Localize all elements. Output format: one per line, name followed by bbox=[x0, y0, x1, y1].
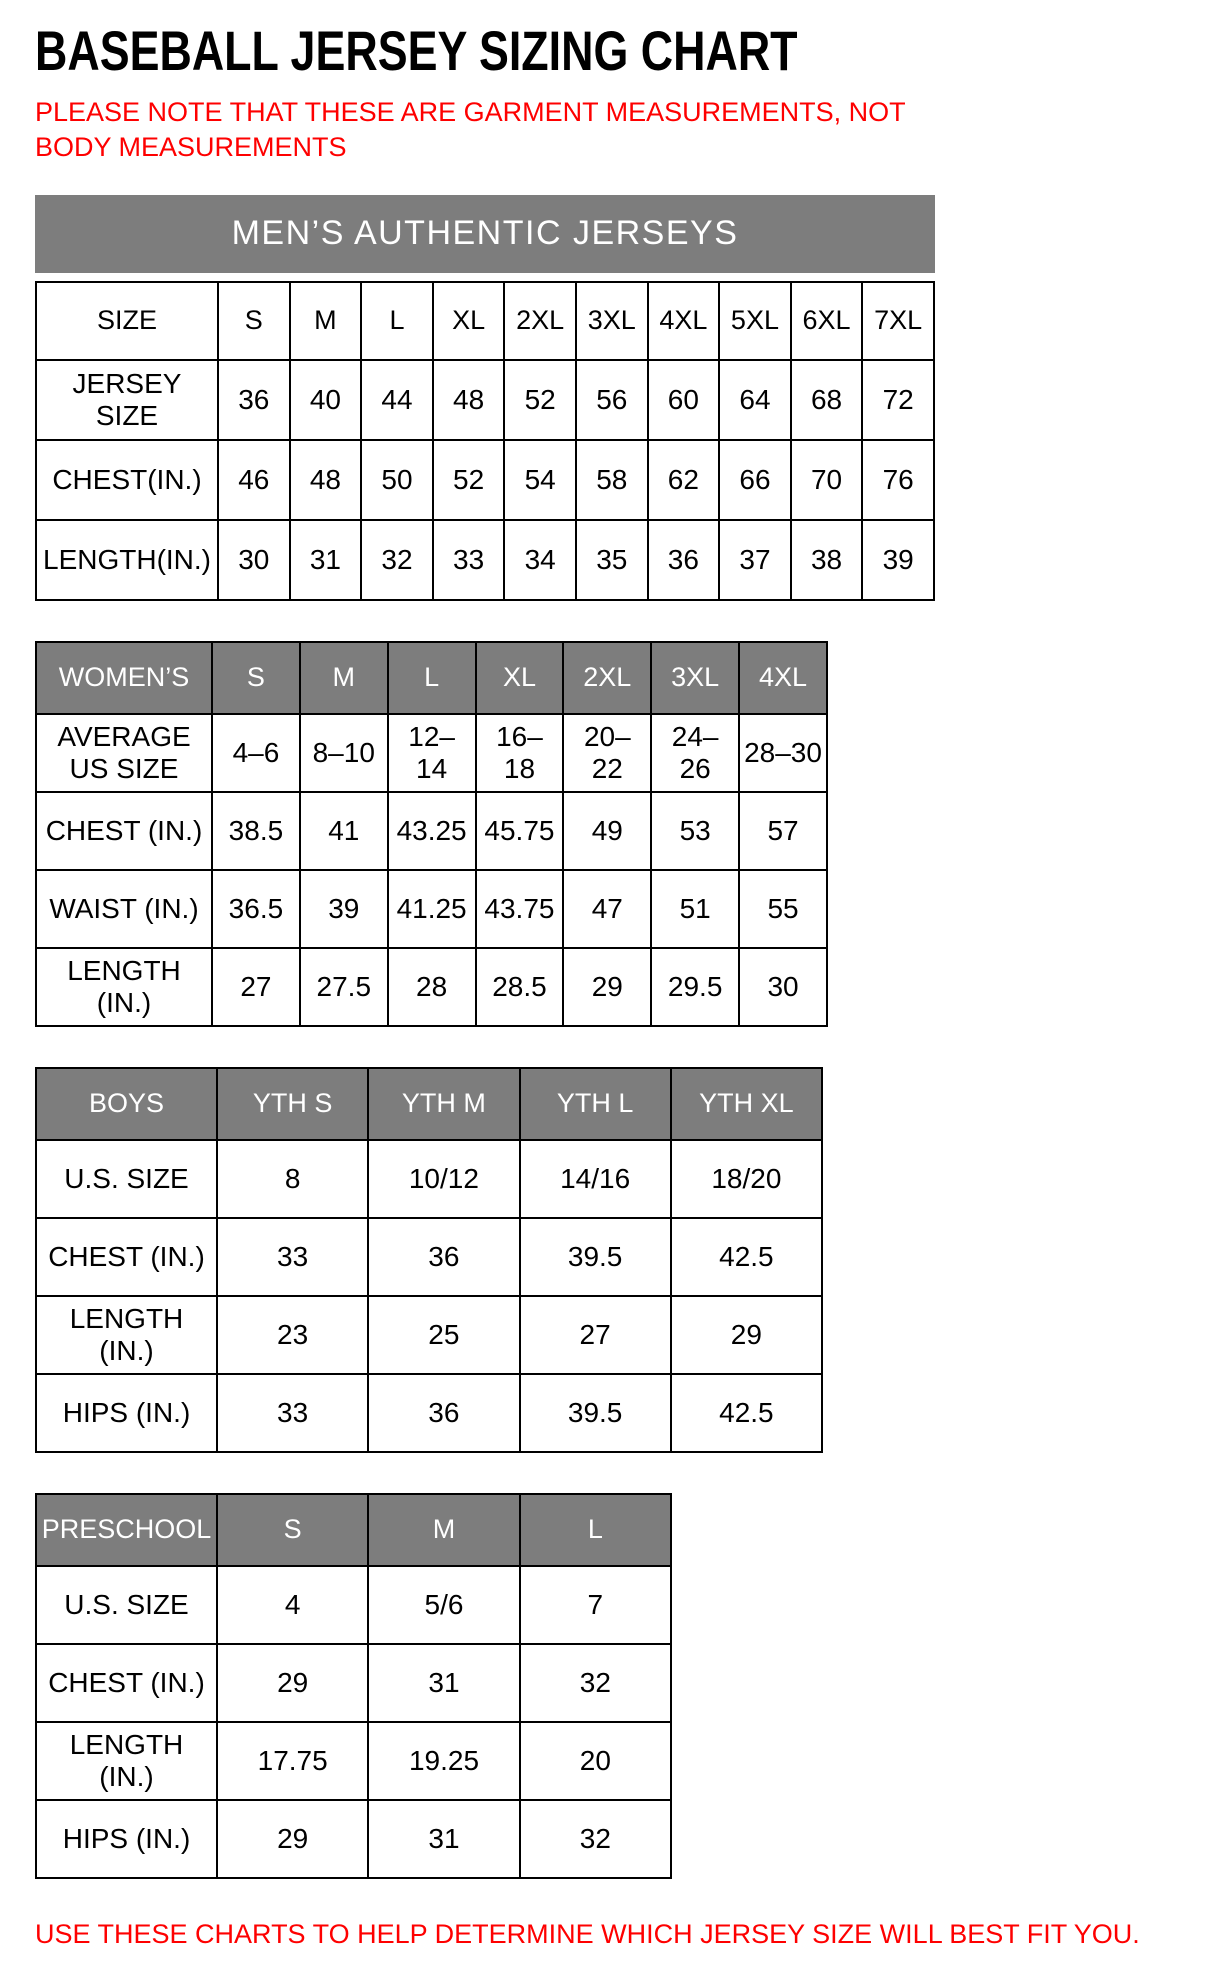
table-cell: 24–26 bbox=[651, 714, 739, 792]
table-cell: 39.5 bbox=[520, 1374, 671, 1452]
table-cell: 36 bbox=[368, 1374, 519, 1452]
table-cell: 10/12 bbox=[368, 1140, 519, 1218]
page-title: BASEBALL JERSEY SIZING CHART bbox=[35, 19, 798, 82]
table-cell: 31 bbox=[290, 520, 362, 600]
column-header: M bbox=[290, 282, 362, 360]
table-cell: 16–18 bbox=[476, 714, 564, 792]
table-cell: 39 bbox=[862, 520, 934, 600]
table-cell: 39 bbox=[300, 870, 388, 948]
column-header: M bbox=[368, 1494, 519, 1566]
table-cell: 31 bbox=[368, 1644, 519, 1722]
column-header: 2XL bbox=[563, 642, 651, 714]
column-header: S bbox=[217, 1494, 368, 1566]
column-header: YTH XL bbox=[671, 1068, 822, 1140]
table-row bbox=[36, 1800, 671, 1878]
table-cell: 4–6 bbox=[212, 714, 300, 792]
table-cell: 42.5 bbox=[671, 1374, 822, 1452]
table-cell: 36.5 bbox=[212, 870, 300, 948]
table-cell: 18/20 bbox=[671, 1140, 822, 1218]
table-cell: 30 bbox=[739, 948, 827, 1026]
table-row bbox=[36, 948, 827, 1026]
table-cell: 38 bbox=[791, 520, 863, 600]
table-row bbox=[36, 792, 827, 870]
table-cell: 62 bbox=[648, 440, 720, 520]
table-header-row bbox=[36, 1068, 822, 1140]
table-cell: 33 bbox=[217, 1218, 368, 1296]
table-cell: 28–30 bbox=[739, 714, 827, 792]
measurement-note: PLEASE NOTE THAT THESE ARE GARMENT MEASUREMENTS, NOT BODY MEASUREMENTS bbox=[35, 96, 906, 162]
table-cell: 41.25 bbox=[388, 870, 476, 948]
table-cell: 5/6 bbox=[368, 1566, 519, 1644]
table-cell: 29 bbox=[217, 1644, 368, 1722]
table-cell: 31 bbox=[368, 1800, 519, 1878]
row-label: JERSEY SIZE bbox=[36, 360, 218, 440]
row-label: LENGTH(IN.) bbox=[36, 520, 218, 600]
column-header: S bbox=[218, 282, 290, 360]
table-cell: 68 bbox=[791, 360, 863, 440]
table-cell: 45.75 bbox=[476, 792, 564, 870]
table-row bbox=[36, 360, 934, 440]
table-cell: 57 bbox=[739, 792, 827, 870]
table-cell: 14/16 bbox=[520, 1140, 671, 1218]
row-label: CHEST (IN.) bbox=[36, 1644, 217, 1722]
table-cell: 30 bbox=[218, 520, 290, 600]
row-label: CHEST (IN.) bbox=[36, 792, 212, 870]
table-cell: 43.25 bbox=[388, 792, 476, 870]
table-cell: 29.5 bbox=[651, 948, 739, 1026]
table-cell: 20 bbox=[520, 1722, 671, 1800]
mens-jerseys-section bbox=[35, 195, 1200, 601]
table-cell: 25 bbox=[368, 1296, 519, 1374]
table-cell: 42.5 bbox=[671, 1218, 822, 1296]
table-row bbox=[36, 520, 934, 600]
table-row bbox=[36, 1644, 671, 1722]
table-cell: 43.75 bbox=[476, 870, 564, 948]
table-cell: 53 bbox=[651, 792, 739, 870]
table-cell: 60 bbox=[648, 360, 720, 440]
column-header: YTH M bbox=[368, 1068, 519, 1140]
table-row bbox=[36, 1374, 822, 1452]
footer-note: USE THESE CHARTS TO HELP DETERMINE WHICH JERSEY SIZE WILL BEST FIT YOU. bbox=[35, 1918, 1140, 1949]
column-header: YTH L bbox=[520, 1068, 671, 1140]
table-row bbox=[36, 1218, 822, 1296]
column-header: L bbox=[361, 282, 433, 360]
preschool-sizing-table bbox=[35, 1493, 672, 1879]
table-cell: 48 bbox=[290, 440, 362, 520]
table-cell: 28 bbox=[388, 948, 476, 1026]
table-cell: 4 bbox=[217, 1566, 368, 1644]
column-header: 3XL bbox=[576, 282, 648, 360]
table-cell: 44 bbox=[361, 360, 433, 440]
womens-sizing-table bbox=[35, 641, 828, 1027]
table-cell: 7 bbox=[520, 1566, 671, 1644]
column-header: 7XL bbox=[862, 282, 934, 360]
table-cell: 37 bbox=[719, 520, 791, 600]
table-cell: 41 bbox=[300, 792, 388, 870]
table-cell: 23 bbox=[217, 1296, 368, 1374]
column-header: 5XL bbox=[719, 282, 791, 360]
table-cell: 50 bbox=[361, 440, 433, 520]
mens-sizing-table bbox=[35, 281, 935, 601]
column-header: 6XL bbox=[791, 282, 863, 360]
table-cell: 33 bbox=[433, 520, 505, 600]
table-cell: 27 bbox=[212, 948, 300, 1026]
row-label: AVERAGE US SIZE bbox=[36, 714, 212, 792]
table-header-row bbox=[36, 642, 827, 714]
boys-sizing-table bbox=[35, 1067, 823, 1453]
table-cell: 47 bbox=[563, 870, 651, 948]
table-cell: 70 bbox=[791, 440, 863, 520]
table-cell: 34 bbox=[504, 520, 576, 600]
column-header: 4XL bbox=[648, 282, 720, 360]
table-header-row bbox=[36, 282, 934, 360]
table-header-row bbox=[36, 1494, 671, 1566]
womens-jerseys-section bbox=[35, 641, 1200, 1027]
row-label-header: PRESCHOOL bbox=[36, 1494, 217, 1566]
table-cell: 66 bbox=[719, 440, 791, 520]
table-cell: 76 bbox=[862, 440, 934, 520]
row-label: WAIST (IN.) bbox=[36, 870, 212, 948]
table-row bbox=[36, 1140, 822, 1218]
table-cell: 36 bbox=[368, 1218, 519, 1296]
row-label-header: WOMEN’S bbox=[36, 642, 212, 714]
table-cell: 32 bbox=[520, 1644, 671, 1722]
table-cell: 36 bbox=[648, 520, 720, 600]
table-cell: 52 bbox=[433, 440, 505, 520]
table-cell: 58 bbox=[576, 440, 648, 520]
table-row bbox=[36, 870, 827, 948]
column-header: YTH S bbox=[217, 1068, 368, 1140]
table-cell: 33 bbox=[217, 1374, 368, 1452]
row-label: LENGTH (IN.) bbox=[36, 1722, 217, 1800]
column-header: XL bbox=[433, 282, 505, 360]
column-header: S bbox=[212, 642, 300, 714]
column-header: XL bbox=[476, 642, 564, 714]
table-cell: 28.5 bbox=[476, 948, 564, 1026]
column-header: M bbox=[300, 642, 388, 714]
column-header: L bbox=[520, 1494, 671, 1566]
table-cell: 40 bbox=[290, 360, 362, 440]
row-label: CHEST (IN.) bbox=[36, 1218, 217, 1296]
table-cell: 8–10 bbox=[300, 714, 388, 792]
column-header: 3XL bbox=[651, 642, 739, 714]
table-cell: 29 bbox=[217, 1800, 368, 1878]
row-label: U.S. SIZE bbox=[36, 1140, 217, 1218]
table-row bbox=[36, 714, 827, 792]
table-row bbox=[36, 1296, 822, 1374]
table-cell: 32 bbox=[520, 1800, 671, 1878]
table-row bbox=[36, 1722, 671, 1800]
table-cell: 20–22 bbox=[563, 714, 651, 792]
table-cell: 35 bbox=[576, 520, 648, 600]
table-cell: 27.5 bbox=[300, 948, 388, 1026]
table-cell: 56 bbox=[576, 360, 648, 440]
table-cell: 55 bbox=[739, 870, 827, 948]
table-cell: 29 bbox=[563, 948, 651, 1026]
table-row bbox=[36, 440, 934, 520]
table-cell: 49 bbox=[563, 792, 651, 870]
table-cell: 72 bbox=[862, 360, 934, 440]
table-cell: 64 bbox=[719, 360, 791, 440]
preschool-jerseys-section bbox=[35, 1493, 1200, 1879]
table-cell: 32 bbox=[361, 520, 433, 600]
column-header: L bbox=[388, 642, 476, 714]
table-cell: 52 bbox=[504, 360, 576, 440]
table-cell: 29 bbox=[671, 1296, 822, 1374]
row-label-header: SIZE bbox=[36, 282, 218, 360]
table-cell: 48 bbox=[433, 360, 505, 440]
table-cell: 39.5 bbox=[520, 1218, 671, 1296]
table-cell: 38.5 bbox=[212, 792, 300, 870]
table-row bbox=[36, 1566, 671, 1644]
row-label: LENGTH (IN.) bbox=[36, 1296, 217, 1374]
table-cell: 36 bbox=[218, 360, 290, 440]
table-cell: 46 bbox=[218, 440, 290, 520]
row-label: HIPS (IN.) bbox=[36, 1374, 217, 1452]
table-cell: 19.25 bbox=[368, 1722, 519, 1800]
table-cell: 8 bbox=[217, 1140, 368, 1218]
row-label: LENGTH (IN.) bbox=[36, 948, 212, 1026]
row-label: CHEST(IN.) bbox=[36, 440, 218, 520]
table-cell: 51 bbox=[651, 870, 739, 948]
mens-table-banner: MEN’S AUTHENTIC JERSEYS bbox=[35, 195, 935, 273]
table-cell: 54 bbox=[504, 440, 576, 520]
row-label: U.S. SIZE bbox=[36, 1566, 217, 1644]
column-header: 4XL bbox=[739, 642, 827, 714]
boys-jerseys-section bbox=[35, 1067, 1200, 1453]
column-header: 2XL bbox=[504, 282, 576, 360]
table-cell: 12–14 bbox=[388, 714, 476, 792]
table-cell: 17.75 bbox=[217, 1722, 368, 1800]
table-cell: 27 bbox=[520, 1296, 671, 1374]
row-label-header: BOYS bbox=[36, 1068, 217, 1140]
row-label: HIPS (IN.) bbox=[36, 1800, 217, 1878]
